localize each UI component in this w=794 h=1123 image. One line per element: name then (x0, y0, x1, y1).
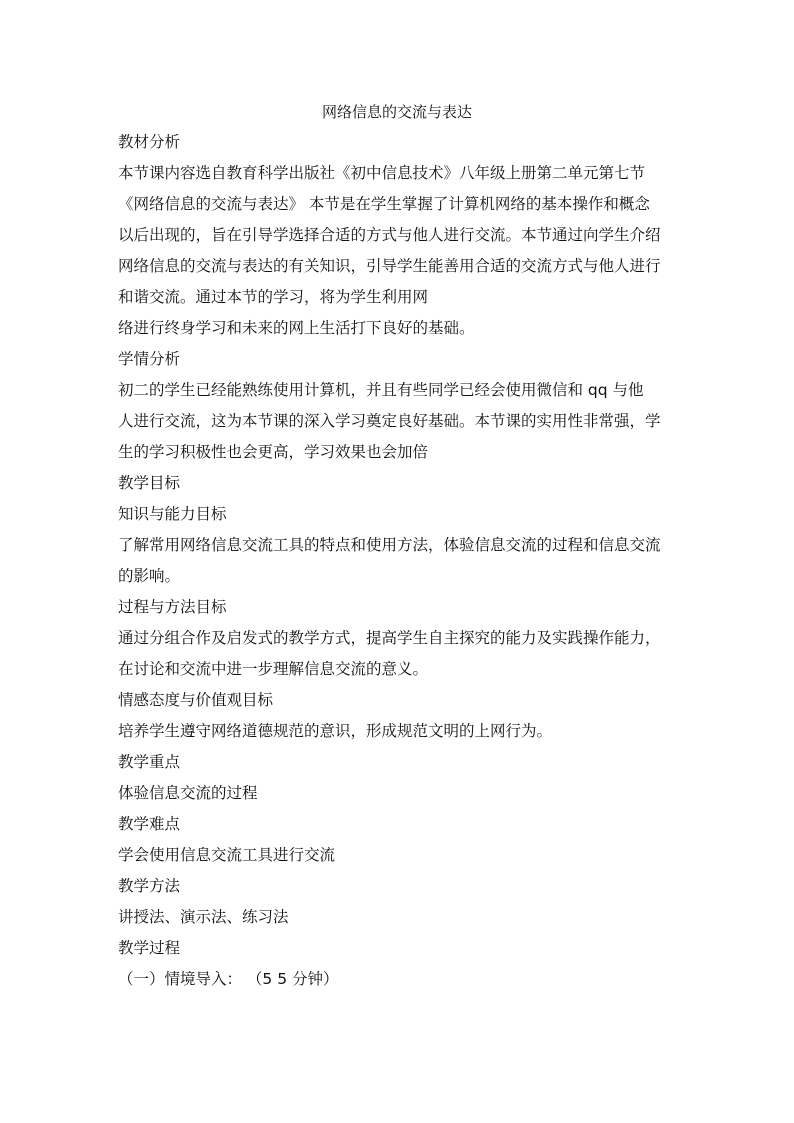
section-heading-student-analysis: 学情分析 (118, 350, 181, 368)
paragraph-line: 以后出现的，旨在引导学选择合适的方式与他人进行交流。本节通过向学生介绍 (118, 226, 661, 244)
subheading-process-method: 过程与方法目标 (118, 598, 227, 616)
section-heading-difficulties: 教学难点 (118, 815, 181, 833)
paragraph-line: 体验信息交流的过程 (118, 784, 258, 802)
paragraph-line: 培养学生遵守网络道德规范的意识，形成规范文明的上网行为。 (118, 722, 553, 740)
paragraph-line: 通过分组合作及启发式的教学方式，提高学生自主探究的能力及实践操作能力， (118, 629, 661, 647)
paragraph-line: 网络信息的交流与表达的有关知识，引导学生能善用合适的交流方式与他人进行 (118, 257, 661, 275)
section-heading-teaching-process: 教学过程 (118, 939, 181, 957)
subheading-attitude-values: 情感态度与价值观目标 (118, 691, 274, 709)
paragraph-line: 生的学习积极性也会更高，学习效果也会加倍 (118, 443, 429, 461)
paragraph-line: 了解常用网络信息交流工具的特点和使用方法，体验信息交流的过程和信息交流 (118, 536, 661, 554)
paragraph-line: 《网络信息的交流与表达》 本节是在学生掌握了计算机网络的基本操作和概念 (118, 195, 650, 213)
paragraph-line: 在讨论和交流中进一步理解信息交流的意义。 (118, 660, 429, 678)
section-heading-key-points: 教学重点 (118, 753, 181, 771)
paragraph-line: 和谐交流。通过本节的学习，将为学生利用网 (118, 288, 429, 306)
subheading-knowledge-ability: 知识与能力目标 (118, 505, 227, 523)
paragraph-line: 的影响。 (118, 567, 181, 585)
paragraph-line: 讲授法、演示法、练习法 (118, 908, 289, 926)
document-title: 网络信息的交流与表达 (321, 103, 472, 121)
section-heading-textbook-analysis: 教材分析 (118, 133, 181, 151)
paragraph-line: 初二的学生已经能熟练使用计算机，并且有些同学已经会使用微信和 qq 与他 (118, 381, 644, 399)
paragraph-line: 络进行终身学习和未来的网上生活打下良好的基础。 (118, 319, 475, 337)
paragraph-line: 学会使用信息交流工具进行交流 (118, 846, 336, 864)
paragraph-line: 本节课内容选自教育科学出版社《初中信息技术》八年级上册第二单元第七节 (118, 164, 646, 182)
section-heading-teaching-goals: 教学目标 (118, 474, 181, 492)
document-body (118, 127, 678, 995)
paragraph-line: 人进行交流，这为本节课的深入学习奠定良好基础。本节课的实用性非常强，学 (118, 412, 661, 430)
section-heading-teaching-methods: 教学方法 (118, 877, 181, 895)
subheading-scenario-intro: （一）情境导入： （5 5 分钟） (118, 970, 339, 988)
